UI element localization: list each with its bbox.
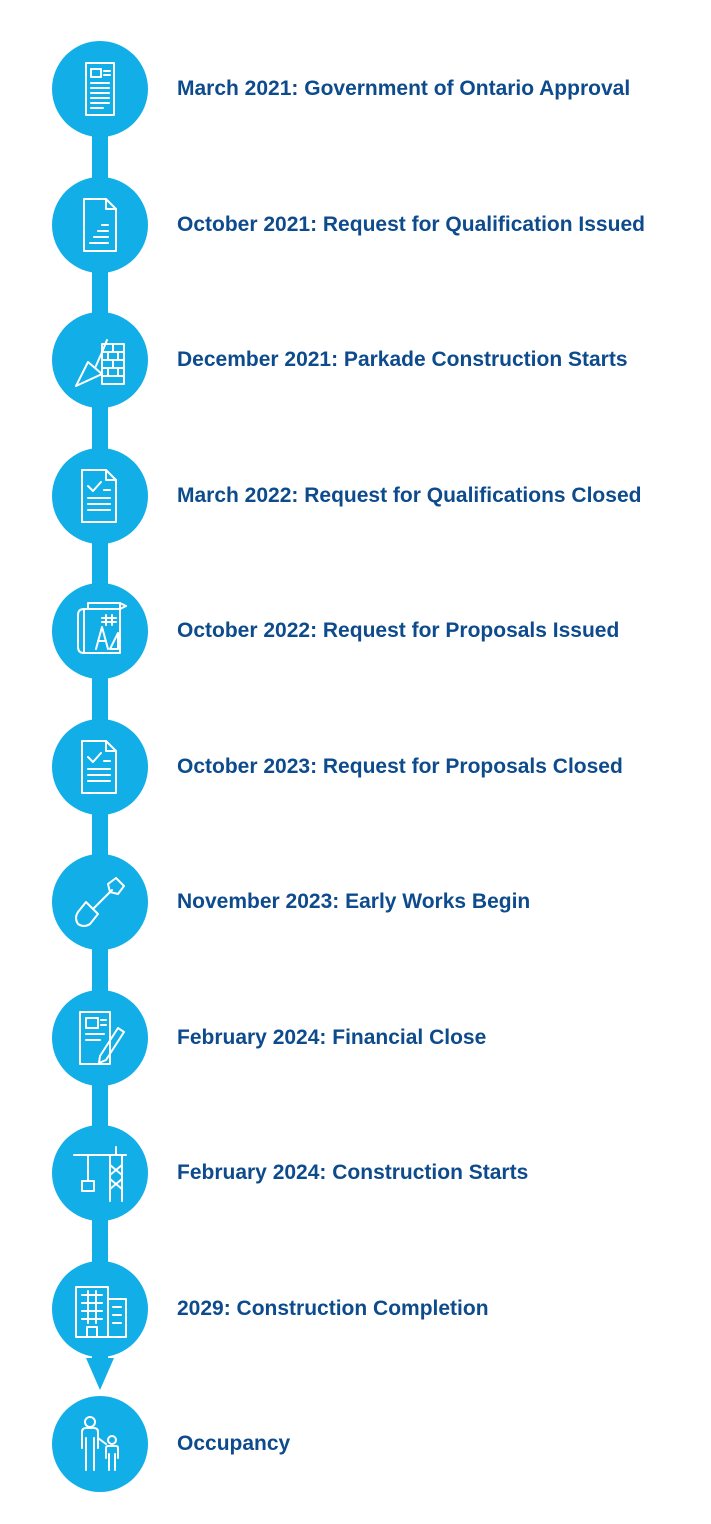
trowel-bricks-icon [52, 312, 148, 408]
milestone-label: February 2024: Construction Starts [177, 1161, 529, 1184]
document-pen-icon [52, 990, 148, 1086]
crane-icon [52, 1125, 148, 1221]
milestone-label: November 2023: Early Works Begin [177, 890, 531, 913]
document-list-icon [52, 177, 148, 273]
milestone-label: Occupancy [177, 1432, 291, 1455]
timeline-milestone [0, 41, 711, 137]
timeline-milestone [0, 177, 711, 273]
milestone-label: February 2024: Financial Close [177, 1026, 487, 1049]
milestone-label: October 2021: Request for Qualification Issued [177, 213, 645, 236]
milestone-label: March 2021: Government of Ontario Approval [177, 77, 631, 100]
timeline-milestone [0, 312, 711, 408]
timeline-milestone [0, 990, 711, 1086]
timeline-milestone [0, 1125, 711, 1221]
blueprint-icon [52, 583, 148, 679]
parent-child-icon [52, 1396, 148, 1492]
document-icon [52, 41, 148, 137]
timeline-milestone [0, 1261, 711, 1357]
checklist-icon [52, 448, 148, 544]
timeline-milestone [0, 1396, 711, 1492]
timeline-arrow [86, 1358, 114, 1390]
timeline-milestone [0, 448, 711, 544]
milestone-label: October 2023: Request for Proposals Closed [177, 755, 623, 778]
shovel-icon [52, 854, 148, 950]
timeline-milestone [0, 719, 711, 815]
buildings-icon [52, 1261, 148, 1357]
milestone-label: October 2022: Request for Proposals Issued [177, 619, 620, 642]
checklist-icon [52, 719, 148, 815]
milestone-label: December 2021: Parkade Construction Starts [177, 348, 628, 371]
milestone-label: 2029: Construction Completion [177, 1297, 489, 1320]
milestone-label: March 2022: Request for Qualifications Closed [177, 484, 642, 507]
timeline-milestone [0, 854, 711, 950]
timeline-milestone [0, 583, 711, 679]
